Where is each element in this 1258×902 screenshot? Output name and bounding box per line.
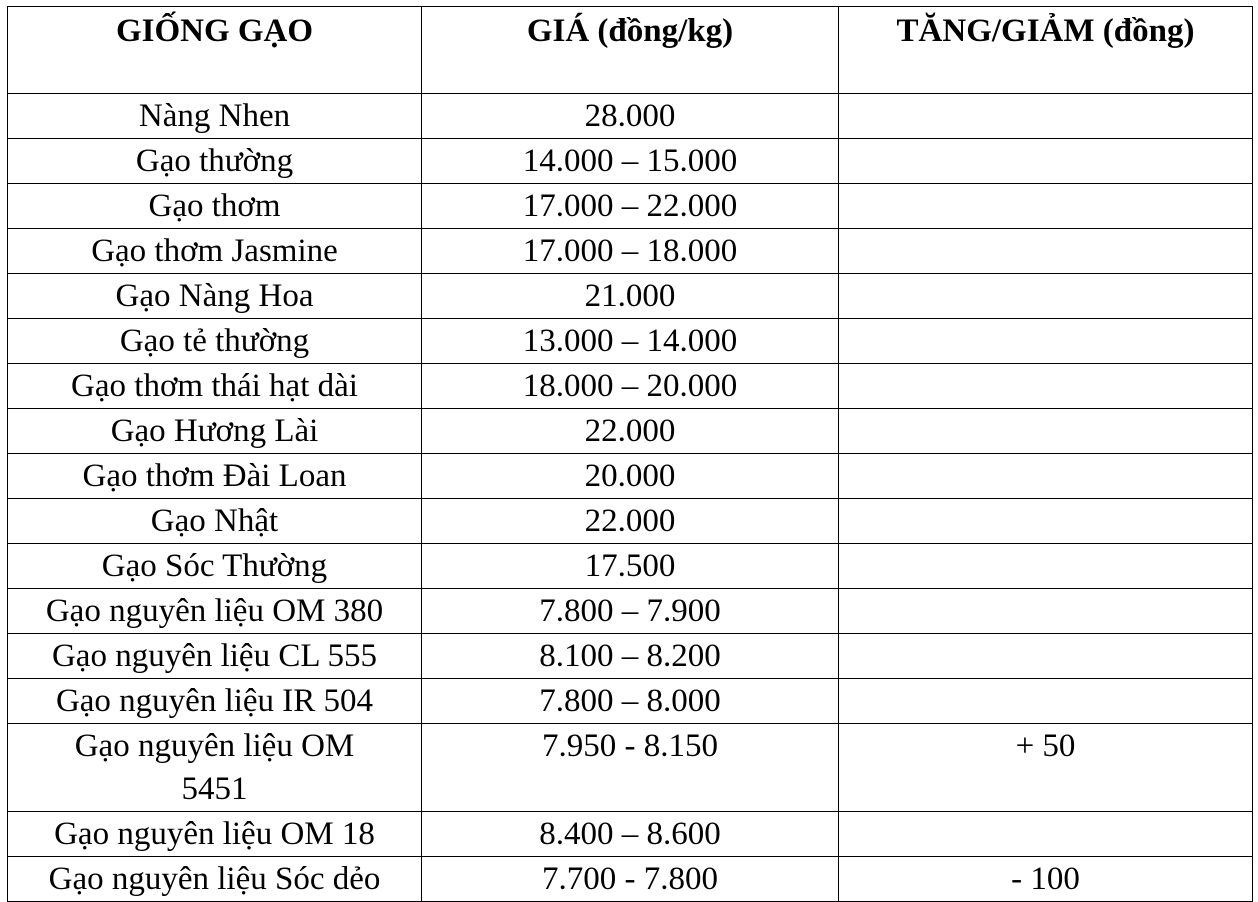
rice-name-cell: Gạo nguyên liệu OM 380: [8, 589, 422, 634]
table-row: [8, 319, 1253, 364]
change-cell: [839, 184, 1253, 229]
table-row: [8, 499, 1253, 544]
table-row: [8, 139, 1253, 184]
change-cell: [839, 812, 1253, 857]
table-row: [8, 857, 1253, 902]
rice-name-cell: Gạo nguyên liệu IR 504: [8, 679, 422, 724]
change-cell: + 50: [839, 724, 1253, 812]
rice-name-cell: Gạo Nhật: [8, 499, 422, 544]
table-row: [8, 589, 1253, 634]
rice-name-cell: Gạo thơm Jasmine: [8, 229, 422, 274]
rice-name-cell: Gạo Sóc Thường: [8, 544, 422, 589]
rice-name-cell: Gạo Hương Lài: [8, 409, 422, 454]
table-row: [8, 454, 1253, 499]
change-cell: [839, 94, 1253, 139]
price-cell: 28.000: [422, 94, 839, 139]
table-row: [8, 634, 1253, 679]
table-header-row: [8, 7, 1253, 94]
table-row: [8, 94, 1253, 139]
rice-name-cell: Gạo nguyên liệu OM 5451: [8, 724, 422, 812]
change-cell: [839, 454, 1253, 499]
change-cell: [839, 139, 1253, 184]
price-cell: 17.000 – 18.000: [422, 229, 839, 274]
price-cell: 8.100 – 8.200: [422, 634, 839, 679]
rice-name-cell: Gạo Nàng Hoa: [8, 274, 422, 319]
price-cell: 18.000 – 20.000: [422, 364, 839, 409]
table-row: [8, 679, 1253, 724]
rice-name-cell: Gạo thường: [8, 139, 422, 184]
rice-name-cell: Gạo nguyên liệu Sóc dẻo: [8, 857, 422, 902]
change-cell: [839, 679, 1253, 724]
change-cell: [839, 634, 1253, 679]
header-rice-variety: GIỐNG GẠO: [8, 7, 422, 94]
rice-name-cell: Gạo thơm: [8, 184, 422, 229]
table-row: [8, 544, 1253, 589]
price-cell: 7.800 – 8.000: [422, 679, 839, 724]
table-row: [8, 812, 1253, 857]
change-cell: [839, 499, 1253, 544]
header-price: GIÁ (đồng/kg): [422, 7, 839, 94]
change-cell: [839, 229, 1253, 274]
price-cell: 20.000: [422, 454, 839, 499]
table-row: [8, 274, 1253, 319]
price-cell: 17.500: [422, 544, 839, 589]
price-cell: 14.000 – 15.000: [422, 139, 839, 184]
table-row: [8, 364, 1253, 409]
table-row: [8, 409, 1253, 454]
price-cell: 22.000: [422, 409, 839, 454]
price-cell: 8.400 – 8.600: [422, 812, 839, 857]
price-cell: 7.800 – 7.900: [422, 589, 839, 634]
price-cell: 13.000 – 14.000: [422, 319, 839, 364]
price-cell: 17.000 – 22.000: [422, 184, 839, 229]
rice-name-cell: Nàng Nhen: [8, 94, 422, 139]
change-cell: [839, 589, 1253, 634]
rice-name-cell: Gạo thơm thái hạt dài: [8, 364, 422, 409]
change-cell: [839, 274, 1253, 319]
rice-name-cell: Gạo thơm Đài Loan: [8, 454, 422, 499]
rice-name-cell: Gạo tẻ thường: [8, 319, 422, 364]
change-cell: [839, 319, 1253, 364]
price-cell: 7.950 - 8.150: [422, 724, 839, 812]
price-cell: 7.700 - 7.800: [422, 857, 839, 902]
rice-name-cell: Gạo nguyên liệu OM 18: [8, 812, 422, 857]
price-cell: 22.000: [422, 499, 839, 544]
table-row: [8, 229, 1253, 274]
table-row: [8, 724, 1253, 812]
change-cell: [839, 409, 1253, 454]
change-cell: [839, 544, 1253, 589]
rice-name-cell: Gạo nguyên liệu CL 555: [8, 634, 422, 679]
rice-price-table: [7, 6, 1253, 902]
change-cell: - 100: [839, 857, 1253, 902]
change-cell: [839, 364, 1253, 409]
price-cell: 21.000: [422, 274, 839, 319]
table-row: [8, 184, 1253, 229]
header-change: TĂNG/GIẢM (đồng): [839, 7, 1253, 94]
